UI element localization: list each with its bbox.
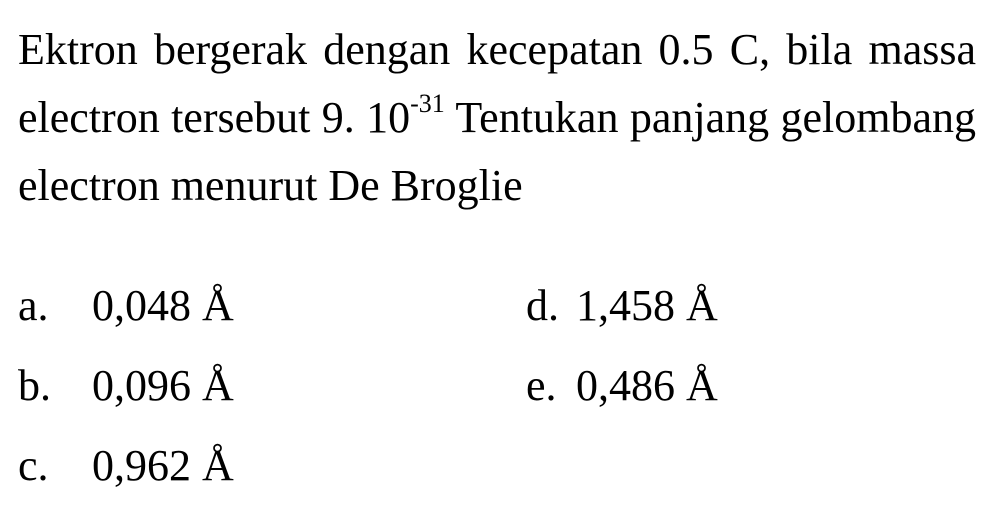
option-b-value: 0,096 Å [92,361,234,410]
option-b[interactable] [18,360,234,412]
option-c-value: 0,962 Å [92,441,234,490]
option-d-letter: d. [526,281,559,330]
question-part-1: Ektron bergerak dengan kecepatan 0.5 C, bila massa electron tersebut 9. 10 [18,25,976,142]
option-a[interactable] [18,280,234,332]
question-text [18,16,976,220]
option-e[interactable] [526,360,718,412]
option-e-letter: e. [526,361,557,410]
option-d-value: 1,458 Å [576,281,718,330]
option-c-letter: c. [18,441,49,490]
option-d[interactable] [526,280,718,332]
option-e-value: 0,486 Å [576,361,718,410]
option-b-letter: b. [18,361,51,410]
exponent: -31 [410,89,445,119]
answer-options [18,280,978,500]
question-part-2: Tentukan panjang gelombang electron menurut De Broglie [18,93,976,210]
option-a-letter: a. [18,281,49,330]
option-c[interactable] [18,440,234,492]
option-a-value: 0,048 Å [92,281,234,330]
